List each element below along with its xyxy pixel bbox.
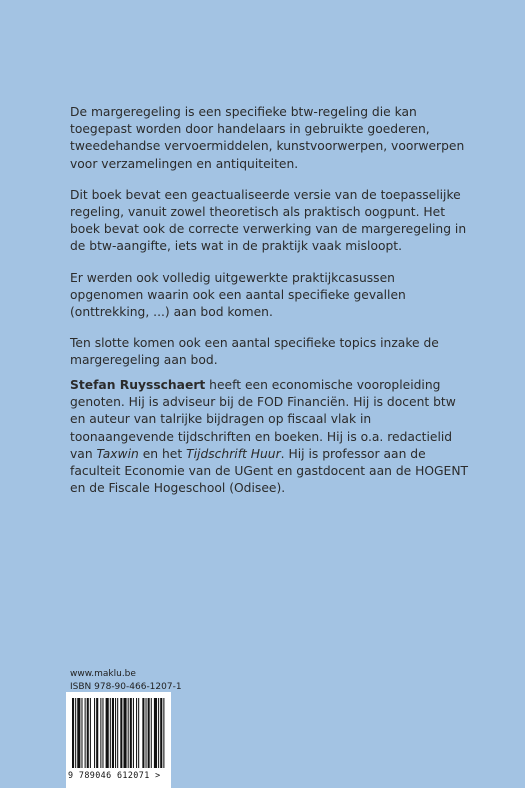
barcode-bar xyxy=(120,698,122,768)
barcode-bar xyxy=(117,698,118,768)
barcode-bar xyxy=(142,698,144,768)
barcode xyxy=(66,692,171,788)
isbn-number: ISBN 978-90-466-1207-1 xyxy=(70,682,182,692)
barcode-bar xyxy=(160,698,162,768)
barcode-bar xyxy=(128,698,129,768)
barcode-bar xyxy=(75,698,76,768)
author-name: Stefan Ruysschaert xyxy=(70,378,206,392)
barcode-bar xyxy=(85,698,86,768)
barcode-bar xyxy=(148,698,150,768)
author-bio-text-2: en het xyxy=(138,446,187,461)
barcode-bar xyxy=(158,698,159,768)
author-bio-italic-2: Tijdschrift Huur xyxy=(186,446,281,461)
barcode-bar xyxy=(100,698,101,768)
barcode-bar xyxy=(133,698,134,768)
barcode-bar xyxy=(123,698,126,768)
blurb-paragraph-3: Er werden ook volledig uitgewerkte praktijkcasussen opgenomen waarin ook een aantal specifieke gevallen (onttrekking, ...) aan bod komen. xyxy=(70,270,406,320)
barcode-bar xyxy=(106,698,109,768)
barcode-bar xyxy=(112,698,114,768)
author-bio xyxy=(70,377,470,497)
blurb-paragraph-4: Ten slotte komen ook een aantal specifieke topics inzake de margeregeling aan bod. xyxy=(70,336,439,368)
barcode-bar xyxy=(77,698,80,768)
barcode-bar xyxy=(96,698,98,768)
barcode-bar xyxy=(154,698,157,768)
barcode-bar xyxy=(115,698,116,768)
back-cover-blurb xyxy=(70,104,470,384)
blurb-paragraph-1: De margeregeling is een specifieke btw-regeling die kan toegepast worden door handelaars in gebruikte goederen, tweedehandse vervoermiddelen, kunstvoorwerpen, voorwerpen voor verzamelingen en antiquiteiten. xyxy=(70,105,465,171)
barcode-bar xyxy=(138,698,139,768)
blurb-paragraph-2: Dit boek bevat een geactualiseerde versie van de toepasselijke regeling, vanuit zowel theoretisch als praktisch oogpunt. Het boek bevat ook de correcte verwerking van de margeregeling in de btw-aangifte, iets wat in de praktijk vaak misloopt. xyxy=(70,187,467,254)
barcode-bar xyxy=(110,698,111,768)
barcode-bars xyxy=(70,698,167,768)
barcode-bar xyxy=(136,698,137,768)
publisher-footer xyxy=(70,668,182,694)
publisher-website: www.maklu.be xyxy=(70,669,136,679)
barcode-bar xyxy=(87,698,89,768)
barcode-bar xyxy=(130,698,132,768)
barcode-bar xyxy=(102,698,103,768)
author-bio-italic-1: Taxwin xyxy=(96,446,139,461)
barcode-bar xyxy=(90,698,91,768)
author-bio-text-3: . Hij is professor aan de faculteit Economie van de UGent en gastdocent aan de HOGENT en de Fiscale Hogeschool (Odisee). xyxy=(70,446,469,496)
barcode-bar xyxy=(72,698,74,768)
barcode-bar xyxy=(94,698,95,768)
barcode-bar xyxy=(81,698,82,768)
barcode-digits: 9 789046 612071 > xyxy=(68,770,161,780)
barcode-bar xyxy=(163,698,164,768)
author-bio-text-1: heeft een economische vooropleiding genoten. Hij is adviseur bij de FOD Financiën. Hij is docent btw en auteur van talrijke bijdragen op fiscaal vlak in toonaangevende tijdschriften en boeken. Hij is o.a. redactielid van xyxy=(70,378,456,461)
barcode-bar xyxy=(146,698,147,768)
barcode-bar xyxy=(151,698,152,768)
